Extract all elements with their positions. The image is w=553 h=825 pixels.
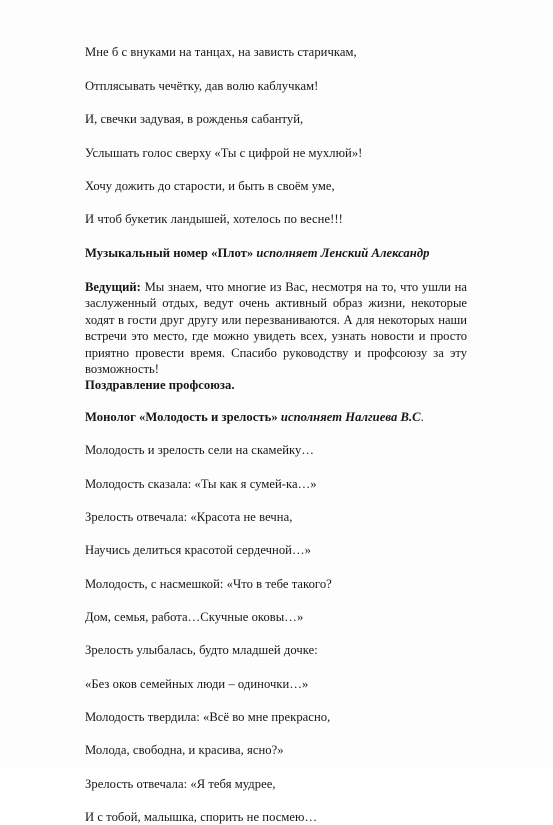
host-paragraph bbox=[85, 279, 467, 377]
poem-line: И чтоб букетик ландышей, хотелось по весне!!! bbox=[85, 212, 343, 226]
monologue-heading bbox=[85, 410, 424, 425]
host-label: Ведущий: bbox=[85, 280, 141, 294]
monologue-end: . bbox=[420, 410, 424, 424]
poem-line: Молодость сказала: «Ты как я сумей-ка…» bbox=[85, 477, 317, 491]
poem-line: Молодость, с насмешкой: «Что в тебе такого? bbox=[85, 577, 332, 591]
poem-line: Услышать голос сверху «Ты с цифрой не мухлюй»! bbox=[85, 146, 363, 160]
music-number-heading bbox=[85, 246, 429, 261]
monologue-performer-prefix: исполняет bbox=[277, 410, 346, 424]
poem-line: Мне б с внуками на танцах, на зависть старичкам, bbox=[85, 45, 357, 59]
poem-line: Зрелость улыбалась, будто младшей дочке: bbox=[85, 643, 318, 657]
music-number-performer: исполняет Ленский Александр bbox=[253, 246, 430, 260]
poem-line: Молодость и зрелость сели на скамейку… bbox=[85, 443, 314, 457]
poem-line: Молода, свободна, и красива, ясно?» bbox=[85, 743, 284, 757]
poem-line: «Без оков семейных люди – одиночки…» bbox=[85, 677, 309, 691]
monologue-title: Монолог «Молодость и зрелость» bbox=[85, 410, 278, 424]
poem-line: Научись делиться красотой сердечной…» bbox=[85, 543, 311, 557]
monologue-performer-name: Налгиева В.С bbox=[345, 410, 421, 424]
poem-line: И, свечки задувая, в рожденья сабантуй, bbox=[85, 112, 304, 126]
poem-line: Молодость твердила: «Всё во мне прекрасно, bbox=[85, 710, 331, 724]
poem-line: И с тобой, малышка, спорить не посмею… bbox=[85, 810, 318, 824]
music-number-title: Музыкальный номер «Плот» bbox=[85, 246, 254, 260]
poem-line: Хочу дожить до старости, и быть в своём уме, bbox=[85, 179, 335, 193]
poem-line: Зрелость отвечала: «Я тебя мудрее, bbox=[85, 777, 276, 791]
poem-line: Отплясывать чечётку, дав волю каблучкам! bbox=[85, 79, 319, 93]
poem-line: Дом, семья, работа…Скучные оковы…» bbox=[85, 610, 304, 624]
poem-line: Зрелость отвечала: «Красота не вечна, bbox=[85, 510, 293, 524]
host-text: Мы знаем, что многие из Вас, несмотря на то, что ушли на заслуженный отдых, ведут очень активный образ жизни, некоторые ходят в гости друг другу или перезваниваются. А для некоторых наши встречи это место, где можно увидеть всех, узнать новости и просто приятно провести время. Спасибо руководству и профсоюзу за эту возможность! bbox=[85, 280, 467, 377]
union-greeting-heading: Поздравление профсоюза. bbox=[85, 378, 235, 392]
